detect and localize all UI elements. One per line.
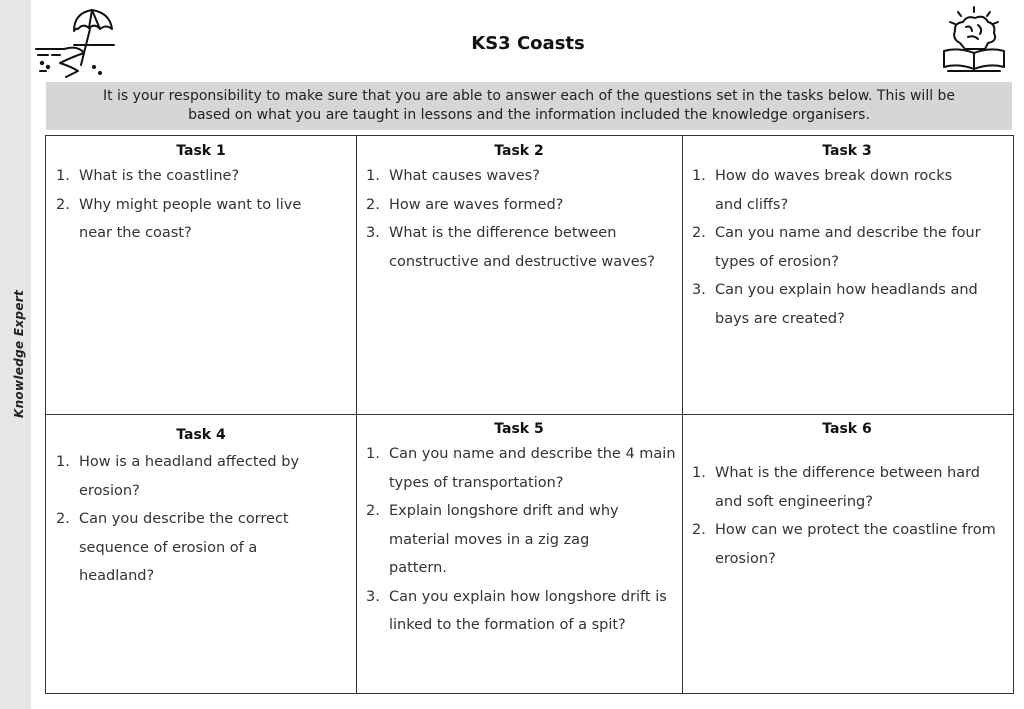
task-6-question-2: How can we protect the coastline from erosion? [715, 522, 996, 567]
task-6-questions [692, 459, 1007, 573]
task-2-cell [356, 136, 682, 414]
task-5-question-3: Can you explain how longshore drift is linked to the formation of a spit? [389, 588, 667, 633]
sidebar [0, 0, 31, 709]
task-4-questions [56, 448, 326, 591]
instructions-text: It is your responsibility to make sure that you are able to answer each of the questions set in the tasks below. This will be based on what you are taught in lessons and the information included the knowledge organisers. [102, 88, 956, 123]
task-6-title: Task 6 [822, 421, 872, 437]
instructions-banner [46, 82, 1012, 130]
task-3-cell [682, 136, 1012, 414]
task-3-question-3: Can you explain how headlands and bays are created? [715, 282, 978, 327]
task-1-questions [56, 162, 341, 248]
sidebar-label: Knowledge Expert [12, 289, 26, 419]
task-3-title: Task 3 [822, 143, 872, 159]
task-2-title: Task 2 [494, 143, 544, 159]
task-5-question-1: Can you name and describe the 4 main types of transportation? [389, 446, 676, 491]
task-4-question-1: How is a headland affected by erosion? [79, 454, 300, 499]
task-6-cell [682, 414, 1012, 693]
task-5-cell [356, 414, 682, 693]
task-2-question-1: What causes waves? [389, 168, 540, 184]
task-3-questions [692, 162, 1007, 333]
task-3-question-2: Can you name and describe the four types of erosion? [715, 225, 981, 270]
task-6-question-1: What is the difference between hard and soft engineering? [715, 465, 981, 510]
task-grid [45, 135, 1014, 694]
task-4-title: Task 4 [176, 427, 226, 443]
task-4-question-2: Can you describe the correct sequence of erosion of a headland? [79, 511, 289, 584]
task-1-question-1: What is the coastline? [79, 168, 240, 184]
task-2-question-3: What is the difference between constructive and destructive waves? [389, 225, 655, 270]
task-3-question-1: How do waves break down rocks and cliffs? [715, 168, 953, 213]
task-5-questions [366, 440, 676, 640]
task-1-cell [46, 136, 356, 414]
task-5-title: Task 5 [494, 421, 544, 437]
page-title: KS3 Coasts [471, 33, 585, 54]
task-2-questions [366, 162, 678, 276]
task-2-question-2: How are waves formed? [389, 196, 564, 213]
task-1-question-2: Why might people want to live near the coast? [79, 196, 302, 241]
task-4-cell [46, 414, 356, 693]
task-1-title: Task 1 [176, 143, 226, 159]
task-5-question-2: Explain longshore drift and why material moves in a zig zag pattern. [389, 503, 619, 576]
